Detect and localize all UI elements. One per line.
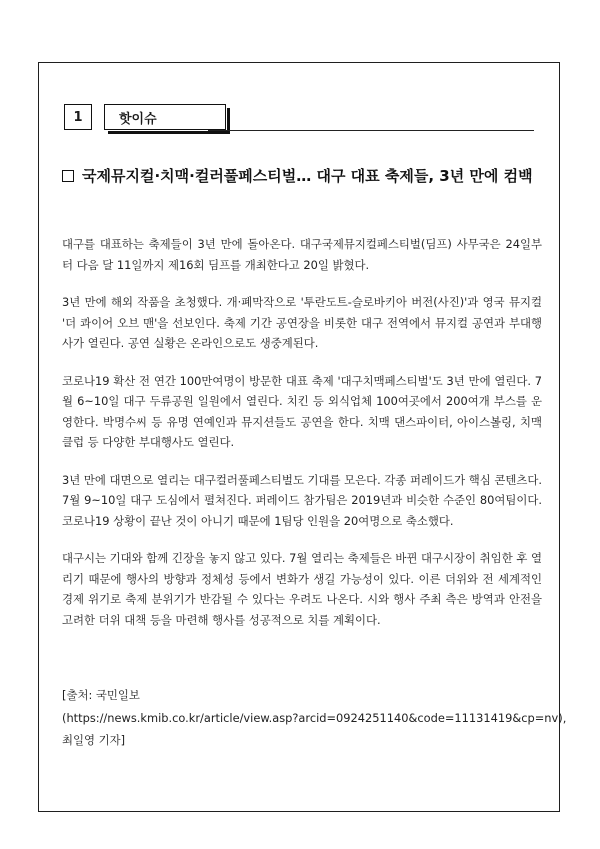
article-headline [62,164,542,188]
article-paragraph: 3년 만에 대면으로 열리는 대구컬러풀페스티벌도 기대를 모은다. 각종 퍼레이드가 핵심 콘텐츠다. 7월 9~10일 대구 도심에서 펼쳐진다. 퍼레이드 참가팀은 2019년과 비슷한 수준인 80여팀이다. 코로나19 상황이 끝난 것이 아니기 때문에 1팀당 인원을 20여명으로 축소했다. [62,472,542,528]
square-bullet-icon [62,170,74,182]
article-paragraph: 3년 만에 해외 작품을 초청했다. 개·폐막작으로 '투란도트-슬로바키아 버전(사진)'과 영국 뮤지컬 '더 콰이어 오브 맨'을 선보인다. 축제 기간 공연장을 비롯한 대구 전역에서 뮤지컬 공연과 부대행사가 열린다. 공연 실황은 온라인으로도 생중계된다. [62,295,542,350]
source-label: [출처: 국민일보 [62,688,140,702]
source-url[interactable]: (https://news.kmib.co.kr/article/view.asp?arcid=0924251140&code=11131419&cp=nv), [62,710,567,725]
section-title: 핫이슈 [104,104,226,130]
article-paragraph: 대구시는 기대와 함께 긴장을 놓지 않고 있다. 7월 열리는 축제들은 바뀐 대구시장이 취임한 후 열리기 때문에 행사의 방향과 정체성 등에서 변화가 생길 가능성이 있다. 이른 더위와 전 세계적인 경제 위기로 축제 분위기가 반감될 수 있다는 우려도 나온다. 시와 행사 주최 측은 방역과 안전을 고려한 더위 대책 등을 마련해 행사를 성공적으로 치를 계획이다. [62,551,542,627]
article-paragraph: 대구를 대표하는 축제들이 3년 만에 돌아온다. 대구국제뮤지컬페스티벌(딤프) 사무국은 24일부터 다음 달 11일까지 제16회 딤프를 개최한다고 20일 밝혔다. [62,237,542,272]
section-badge [64,104,164,130]
source-citation [62,684,567,752]
article-paragraph: 코로나19 확산 전 연간 100만여명이 방문한 대표 축제 '대구치맥페스티벌'도 3년 만에 열린다. 7월 6~10일 대구 두류공원 일원에서 열린다. 치킨 등 외식업체 100여곳에서 200여개 부스를 운영한다. 박명수씨 등 유명 연예인과 뮤지션들도 공연을 한다. 치맥 댄스파이터, 아이스볼링, 치맥클럽 등 다양한 부대행사도 열린다. [62,373,542,449]
source-author: 최일영 기자] [62,733,126,747]
section-number: 1 [64,104,92,130]
article-body [62,234,542,647]
headline-text: 국제뮤지컬·치맥·컬러풀페스티벌… 대구 대표 축제들, 3년 만에 컴백 [82,167,533,185]
section-divider [208,130,534,131]
